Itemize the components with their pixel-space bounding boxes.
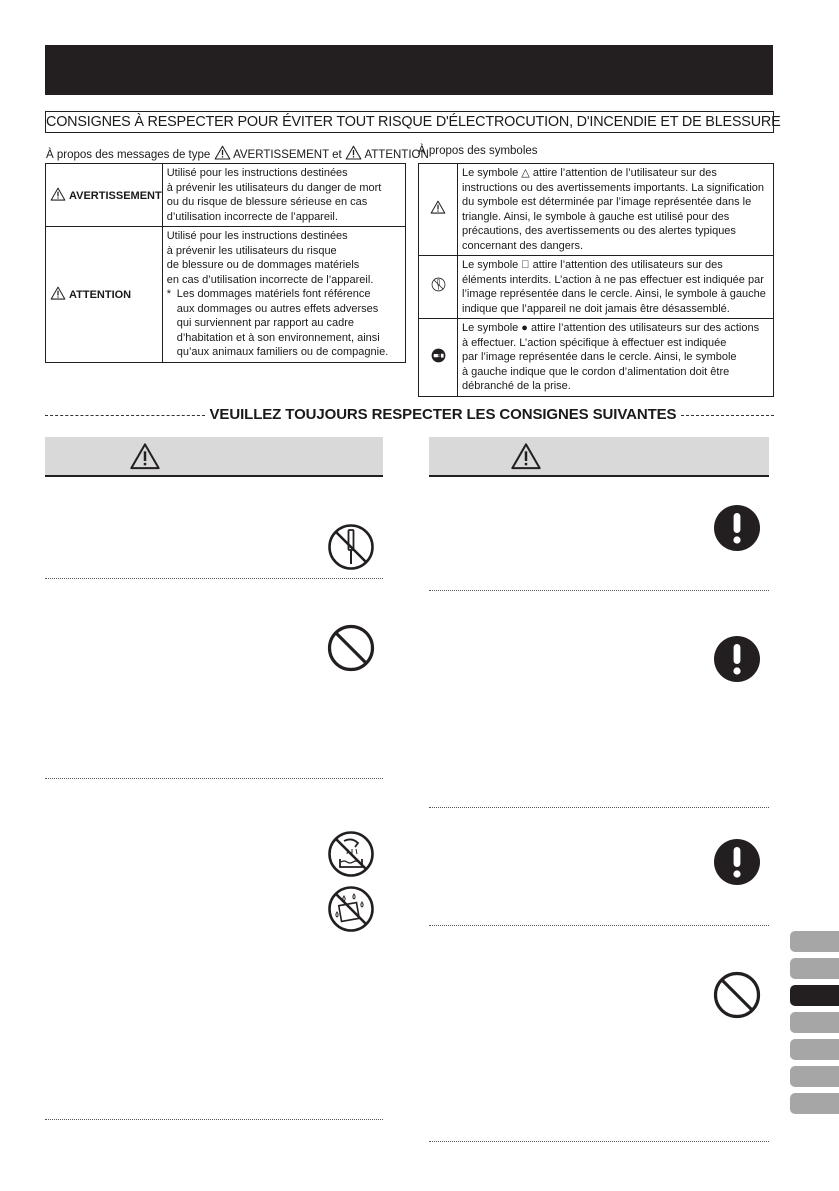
warning-label-cell xyxy=(46,164,163,227)
text-line: par l’image représentée dans le cercle. Ainsi, le symbole xyxy=(462,351,737,363)
text-line: éléments interdits. L’action à ne pas effectuer est indiquée par xyxy=(462,273,764,286)
text-line: d’utilisation incorrecte de l’appareil. xyxy=(166,210,338,223)
text-line: du symbole est déterminée par l’image représentée dans le xyxy=(462,196,752,208)
text-line: qu’aux animaux familiers ou de compagnie. xyxy=(176,346,389,358)
warning-triangle-icon xyxy=(345,145,362,160)
symbol-cell xyxy=(419,164,458,256)
warning-column-header xyxy=(45,437,383,477)
text-line: l’image représentée dans le cercle. Ainsi, le symbole à gauche xyxy=(462,288,766,300)
table-row xyxy=(419,319,774,397)
divider-right xyxy=(681,415,774,416)
symbol-description xyxy=(458,164,774,256)
mandatory-icon xyxy=(712,837,762,887)
side-tab[interactable] xyxy=(790,1093,839,1114)
warning-triangle-icon xyxy=(50,286,66,300)
triangle-warning-icon xyxy=(430,200,446,214)
text-line: à effectuer. L’action spécifique à effectuer est indiquée xyxy=(462,336,727,349)
no-water-icon xyxy=(326,829,376,879)
side-tab[interactable] xyxy=(790,958,839,979)
message-types-table xyxy=(45,163,406,363)
caption-word-warning: AVERTISSEMENT xyxy=(233,149,329,161)
footnote xyxy=(167,287,401,360)
table-row xyxy=(419,164,774,256)
page-title: CONSIGNES À RESPECTER POUR ÉVITER TOUT RISQUE D'ÉLECTROCUTION, D'INCENDIE ET DE BLESSURE xyxy=(45,111,774,133)
text-line: à gauche indique que le cordon d’alimentation doit être xyxy=(462,365,730,378)
symbol-cell xyxy=(419,256,458,319)
warning-triangle-icon xyxy=(510,442,542,470)
warning-triangle-icon xyxy=(129,442,161,470)
section-title: VEUILLEZ TOUJOURS RESPECTER LES CONSIGNES SUIVANTES xyxy=(207,406,679,423)
divider-left xyxy=(45,415,205,416)
symbol-description xyxy=(458,256,774,319)
text-line: débranché de la prise. xyxy=(462,380,571,392)
warning-label: AVERTISSEMENT xyxy=(69,189,162,202)
message-types-caption xyxy=(46,145,429,161)
row-separator xyxy=(429,590,769,591)
unplug-icon xyxy=(431,348,446,363)
caution-column-header xyxy=(429,437,769,477)
caption-prefix: À propos des messages de type xyxy=(46,149,214,161)
caption-word-caution: ATTENTION xyxy=(364,149,429,161)
symbols-table xyxy=(418,163,774,397)
warning-triangle-icon xyxy=(50,187,66,201)
caution-label: ATTENTION xyxy=(69,289,132,301)
side-tab[interactable] xyxy=(790,1066,839,1087)
prohibition-icon xyxy=(326,623,376,673)
symbols-caption: À propos des symboles xyxy=(418,145,538,157)
text-line: qui surviennent par rapport au cadre xyxy=(176,317,355,329)
text-line: aux dommages ou autres effets adverses xyxy=(176,302,379,315)
side-tab-active[interactable] xyxy=(790,985,839,1006)
text-line: instructions ou des avertissements importants. La signification xyxy=(462,181,765,194)
caution-label-cell xyxy=(46,227,163,363)
text-line: Le symbole ⃠ attire l’attention des utilisateurs sur des xyxy=(462,259,723,271)
text-line: Utilisé pour les instructions destinées xyxy=(166,167,348,179)
table-row xyxy=(46,227,406,363)
footnote-mark: * xyxy=(166,288,171,300)
row-separator xyxy=(429,1141,769,1142)
row-separator xyxy=(45,1119,383,1120)
symbol-cell xyxy=(419,319,458,397)
prohibition-icon xyxy=(712,970,762,1020)
text-line: triangle. Ainsi, le symbole à gauche est utilisé pour des xyxy=(462,210,730,223)
text-line: d’habitation et à son environnement, ainsi xyxy=(176,331,380,344)
warning-triangle-icon xyxy=(214,145,231,160)
text-line: Le symbole ● attire l’attention des utilisateurs sur des actions xyxy=(462,322,760,334)
text-line: ou du risque de blessure sérieuse en cas xyxy=(166,196,368,208)
symbol-description xyxy=(458,319,774,397)
no-disassembly-icon xyxy=(326,522,376,572)
text-line: à prévenir les utilisateurs du risque xyxy=(166,244,337,257)
text-line: Utilisé pour les instructions destinées xyxy=(166,230,348,242)
text-line: à prévenir les utilisateurs du danger de mort xyxy=(166,181,382,194)
no-liquid-icon xyxy=(326,884,376,934)
caption-conj: et xyxy=(328,149,345,161)
text-line: précautions, des avertissements ou des alertes typiques xyxy=(462,225,736,237)
row-separator xyxy=(429,925,769,926)
text-line: en cas d’utilisation incorrecte de l’appareil. xyxy=(166,273,374,286)
side-tab[interactable] xyxy=(790,1012,839,1033)
mandatory-icon xyxy=(712,634,762,684)
mandatory-icon xyxy=(712,503,762,553)
caution-description xyxy=(162,227,405,363)
row-separator xyxy=(429,807,769,808)
side-tab[interactable] xyxy=(790,931,839,952)
no-disassembly-icon xyxy=(431,277,446,292)
table-row xyxy=(419,256,774,319)
text-line: indique que l’appareil ne doit jamais être désassemblé. xyxy=(462,302,730,315)
text-line: concernant des dangers. xyxy=(462,239,584,252)
text-line: Les dommages matériels font référence xyxy=(176,288,371,300)
text-line: de blessure ou de dommages matériels xyxy=(166,259,360,271)
row-separator xyxy=(45,778,383,779)
row-separator xyxy=(45,578,383,579)
side-tab[interactable] xyxy=(790,1039,839,1060)
text-line: Le symbole △ attire l’attention de l’utilisateur sur des xyxy=(462,167,717,179)
warning-description xyxy=(162,164,405,227)
table-row xyxy=(46,164,406,227)
header-banner xyxy=(45,45,773,95)
